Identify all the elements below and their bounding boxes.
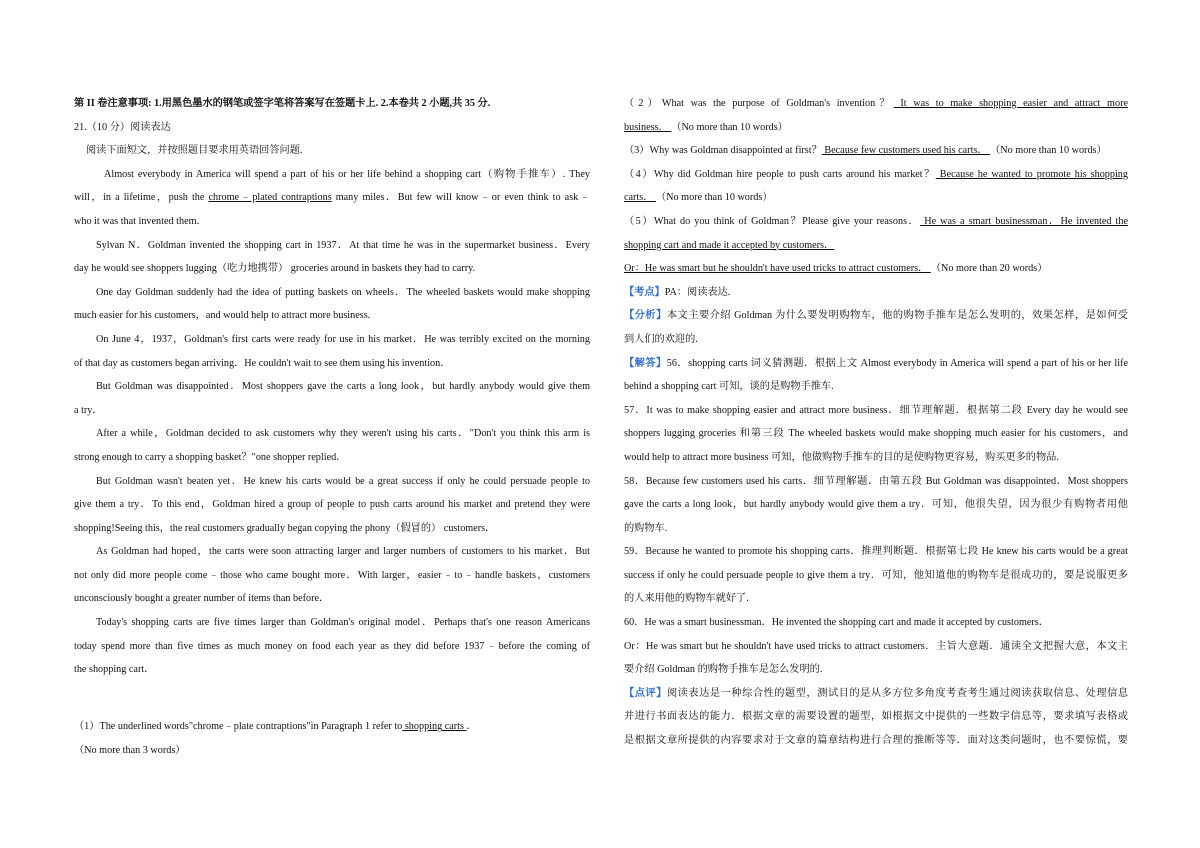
passage-line: give them a try．To this end，Goldman hired a group of people to push carts around his market and pretend they were — [74, 499, 590, 511]
answer-59-cont: 的人来用他的购物车就好了. — [624, 593, 749, 605]
fenxi-cont: 到人们的欢迎的. — [624, 333, 698, 345]
passage-line: Almost everybody in America will spend a part of his or her life behind a shopping cart（购物手推车）. They — [104, 168, 590, 180]
answer-57-cont: shoppers lugging groceries 和第三段 The wheeled baskets would make shopping much easier for his customers，and — [624, 428, 1128, 440]
question-1: （1）The underlined words"chrome﹣plate contraptions"in Paragraph 1 refer to shopping carts ． — [74, 721, 477, 733]
answer-60: 60．He was a smart businessman．He invented the shopping cart and made it accepted by customers． — [624, 617, 1049, 629]
question-4: （4）Why did Goldman hire people to push carts around his market？ Because he wanted to promote his shopping — [624, 168, 1128, 180]
answer-5-alt: Or：He was smart but he shouldn't have used tricks to attract customers． （No more than 20 words） — [624, 263, 1048, 275]
passage-line: not only did more people come﹣those who came bought more．With larger，easier﹣to﹣handle baskets，customers — [74, 569, 590, 581]
instruction: 阅读下面短文，并按照题目要求用英语回答问题. — [86, 145, 303, 157]
passage-line: strong enough to carry a shopping basket？"one shopper replied． — [74, 451, 347, 463]
passage-line: today spend more than five times as much money on food each year as they did before 1937﹣before the coming of — [74, 640, 590, 652]
passage-line: After a while，Goldman decided to ask customers why they weren't using his carts．"Don't you think this arm is — [96, 428, 590, 440]
answer-2-cont: business． — [624, 121, 672, 133]
jieda-cont: behind a shopping cart 可知，谈的是购物手推车. — [624, 381, 834, 393]
answer-57: 57．It was to make shopping easier and attract more business．细节理解题．根据第二段 Every day he would see — [624, 404, 1128, 416]
fenxi: 【分析】本文主要介绍 Goldman 为什么要发明购物车，他的购物手推车是怎么发明的，效果怎样，是如何受 — [624, 310, 1128, 322]
word-limit: （No more than 3 words） — [74, 745, 186, 757]
kaodian-tag: 【考点】 — [624, 286, 665, 298]
dianping-cont: 并进行书面表达的能力．根据文章的需要设置的题型，如根据文中提供的一些数字信息等，要求填写表格或 — [624, 711, 1128, 723]
answer-60-cont: Or：He was smart but he shouldn't have used tricks to attract customers．主旨大意题．通读全文把握大意，本文主 — [624, 640, 1128, 652]
passage-line: But Goldman wasn't beaten yet．He knew his carts would be a great success if only he could persuade people to — [96, 475, 590, 487]
answer-4: Because he wanted to promote his shopping — [935, 168, 1128, 180]
passage-line: day he would see shoppers lugging（吃力地携带） groceries around in baskets they had to carry. — [74, 263, 476, 275]
passage-line: a try． — [74, 404, 103, 416]
answer-59-cont: success if only he could persuade people to give them a try．可知，他知道他的购物车是很成功的，要是说服更多 — [624, 569, 1128, 581]
passage-line: shopping!Seeing this，the real customers gradually began copying the phony（假冒的） customers． — [74, 522, 496, 534]
passage-line: Sylvan N．Goldman invented the shopping cart in 1937．At that time he was in the supermarket business．Every — [96, 239, 590, 251]
question-2-cont: business． （No more than 10 words） — [624, 121, 788, 133]
answer-1: shopping carts — [402, 721, 467, 733]
passage-line: As Goldman had hoped，the carts were soon attracting larger and larger numbers of customers to his market．But — [96, 546, 590, 558]
jieda: 【解答】56．shopping carts 词义猜测题．根据上文 Almost everybody in America will spend a part of his or her life — [624, 357, 1128, 369]
section-header: 第 II 卷注意事项: 1.用黑色墨水的钢笔或签字笔将答案写在签题卡上. 2.本卷共 2 小题,共 35 分. — [74, 98, 491, 109]
passage-line: On June 4，1937，Goldman's first carts were ready for use in his market．He was terribly excited on the morning — [96, 333, 590, 345]
answer-59: 59．Because he wanted to promote his shopping carts．推理判断题．根据第七段 He knew his carts would be a great — [624, 546, 1128, 558]
question-4-cont: carts． （No more than 10 words） — [624, 192, 773, 204]
answer-57-cont: would help to attract more business 可知，他做购物手推车的目的是使购物更容易，购买更多的物品. — [624, 451, 1059, 463]
passage-line: But Goldman was disappointed．Most shoppers gave the carts a long look，but hardly anybody would give them — [96, 381, 590, 393]
passage-line: will，in a lifetime，push the chrome﹣plated contraptions many miles．But few will know﹣or even think to ask﹣ — [74, 192, 590, 204]
passage-line: One day Goldman suddenly had the idea of putting baskets on wheels．The wheeled baskets would make shopping — [96, 286, 590, 298]
left-column — [74, 92, 590, 763]
passage-line: much easier for his customers，and would help to attract more business. — [74, 310, 371, 322]
kaodian: 【考点】PA：阅读表达. — [624, 286, 731, 298]
underlined-phrase: chrome﹣plated contraptions — [208, 192, 332, 204]
answer-58: 58．Because few customers used his carts．细节理解题．由第五段 But Goldman was disappointed．Most shoppers — [624, 475, 1128, 487]
question-2: （2）What was the purpose of Goldman's invention？ It was to make shopping easier and attract more — [624, 98, 1128, 109]
passage-line: Today's shopping carts are five times larger than Goldman's original model．Perhaps that's one reason Americans — [96, 617, 590, 629]
passage-line: of that day as customers began arriving．He couldn't wait to see them using his invention． — [74, 357, 451, 369]
question-21-title: 21.（10 分）阅读表达 — [74, 121, 171, 133]
passage-line: who it was that invented them． — [74, 215, 207, 227]
question-3: （3）Why was Goldman disappointed at first？ Because few customers used his carts． （No more than 10 words） — [624, 145, 1107, 157]
answer-58-cont: 的购物车. — [624, 522, 668, 534]
answer-3: Because few customers used his carts． — [821, 145, 991, 157]
answer-5-cont: shopping cart and made it accepted by customers． — [624, 239, 835, 251]
passage-line: the shopping cart． — [74, 664, 155, 676]
answer-58-cont: gave the carts a long look，but hardly anybody would give them a try．可知，他很失望，因为很少有购物者用他 — [624, 499, 1128, 511]
jieda-tag: 【解答】 — [624, 357, 667, 369]
answer-5: He was a smart businessman．He invented the — [920, 215, 1128, 227]
dianping-cont: 是根据文章所提供的内容要求对于文章的篇章结构进行合理的推断等等．面对这类问题时，也不要惊慌，要 — [624, 735, 1128, 747]
passage-line: unconsciously bought a greater number of items than before． — [74, 593, 330, 605]
fenxi-tag: 【分析】 — [624, 310, 667, 322]
dianping: 【点评】阅读表达是一种综合性的题型，测试目的是从多方位多角度考查考生通过阅读获取信息、处理信息 — [624, 687, 1128, 699]
answer-60-cont: 要介绍 Goldman 的购物手推车是怎么发明的. — [624, 664, 823, 676]
answer-2: It was to make shopping easier and attract more — [893, 98, 1128, 109]
answer-4-cont: carts． — [624, 192, 656, 204]
dianping-tag: 【点评】 — [624, 687, 667, 699]
right-column — [624, 92, 1128, 753]
question-5: （5）What do you think of Goldman？Please give your reasons． He was a smart businessman．He invented the — [624, 215, 1128, 227]
